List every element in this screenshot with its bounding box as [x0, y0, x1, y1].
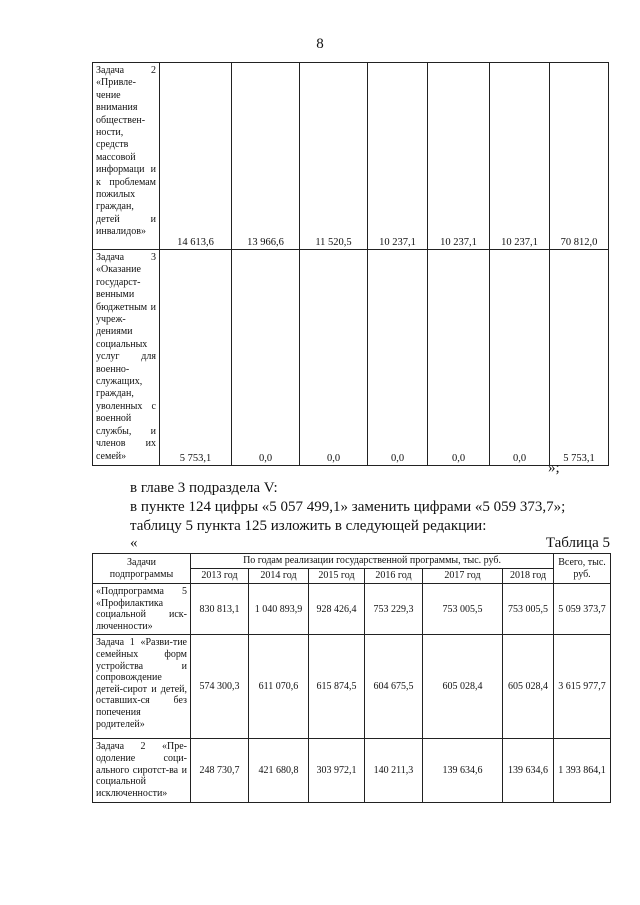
header-year: 2018 год: [503, 569, 554, 584]
task-cell: «Подпрограмма 5 «Профилактика социальной иск-люченности»: [93, 584, 191, 635]
value-cell: 1 040 893,9: [249, 584, 309, 635]
value-cell: 5 753,1: [160, 250, 232, 466]
value-cell: 0,0: [490, 250, 550, 466]
value-cell: 830 813,1: [191, 584, 249, 635]
opening-quote: «: [130, 535, 138, 551]
total-cell: 5 753,1: [550, 250, 609, 466]
value-cell: 14 613,6: [160, 63, 232, 250]
value-cell: 139 634,6: [503, 739, 554, 803]
total-cell: 5 059 373,7: [554, 584, 611, 635]
header-total: Всего, тыс. руб.: [554, 554, 611, 584]
table-row: [93, 63, 609, 250]
value-cell: 10 237,1: [428, 63, 490, 250]
value-cell: 605 028,4: [503, 635, 554, 739]
total-cell: 1 393 864,1: [554, 739, 611, 803]
header-year: 2017 год: [423, 569, 503, 584]
value-cell: 303 972,1: [309, 739, 365, 803]
task-cell: Задача 2 «Пре-одоление соци-ального сиротст-ва и социальной исключенности»: [93, 739, 191, 803]
header-year: 2013 год: [191, 569, 249, 584]
value-cell: 611 070,6: [249, 635, 309, 739]
total-cell: 3 615 977,7: [554, 635, 611, 739]
table-row: [93, 250, 609, 466]
header-year: 2016 год: [365, 569, 423, 584]
value-cell: 753 229,3: [365, 584, 423, 635]
paragraph-table-intro: таблицу 5 пункта 125 изложить в следующей редакции:: [130, 518, 487, 534]
page-number: 8: [316, 36, 324, 52]
task-cell: Задача 1 «Разви-тие семейных форм устройства и сопровождение детей-сирот и детей, оставших-ся без попечения родителей»: [93, 635, 191, 739]
table-row: [93, 584, 611, 635]
value-cell: 0,0: [428, 250, 490, 466]
task-cell: Задача 2 «Привле-чение внимания обществен-ности, средств массовой информаци и к проблемам пожилых граждан, детей и инвалидов»: [93, 63, 160, 250]
value-cell: 248 730,7: [191, 739, 249, 803]
header-year: 2014 год: [249, 569, 309, 584]
continued-table: [92, 62, 609, 466]
table-5: [92, 553, 611, 803]
paragraph-chapter: в главе 3 подраздела V:: [130, 480, 278, 496]
header-task: Задачи подпрограммы: [93, 554, 191, 584]
value-cell: 574 300,3: [191, 635, 249, 739]
value-cell: 753 005,5: [423, 584, 503, 635]
value-cell: 10 237,1: [368, 63, 428, 250]
header-year: 2015 год: [309, 569, 365, 584]
value-cell: 140 211,3: [365, 739, 423, 803]
value-cell: 615 874,5: [309, 635, 365, 739]
value-cell: 0,0: [368, 250, 428, 466]
table-caption: Таблица 5: [545, 535, 610, 551]
paragraph-amendment: в пункте 124 цифры «5 057 499,1» заменить цифрами «5 059 373,7»;: [130, 499, 566, 515]
total-cell: 70 812,0: [550, 63, 609, 250]
value-cell: 604 675,5: [365, 635, 423, 739]
closing-quote: »;: [548, 460, 560, 476]
value-cell: 13 966,6: [232, 63, 300, 250]
table-header-row: [93, 554, 611, 569]
value-cell: 0,0: [232, 250, 300, 466]
value-cell: 605 028,4: [423, 635, 503, 739]
table-row: [93, 635, 611, 739]
value-cell: 0,0: [300, 250, 368, 466]
task-cell: Задача 3 «Оказание государст-венными бюджетным и учреж-дениями социальных услуг для военно-служащих, граждан, уволенных с военной службы, и членов их семей»: [93, 250, 160, 466]
value-cell: 753 005,5: [503, 584, 554, 635]
value-cell: 928 426,4: [309, 584, 365, 635]
value-cell: 139 634,6: [423, 739, 503, 803]
value-cell: 421 680,8: [249, 739, 309, 803]
value-cell: 10 237,1: [490, 63, 550, 250]
value-cell: 11 520,5: [300, 63, 368, 250]
table-row: [93, 739, 611, 803]
header-years-group: По годам реализации государственной программы, тыс. руб.: [191, 554, 554, 569]
